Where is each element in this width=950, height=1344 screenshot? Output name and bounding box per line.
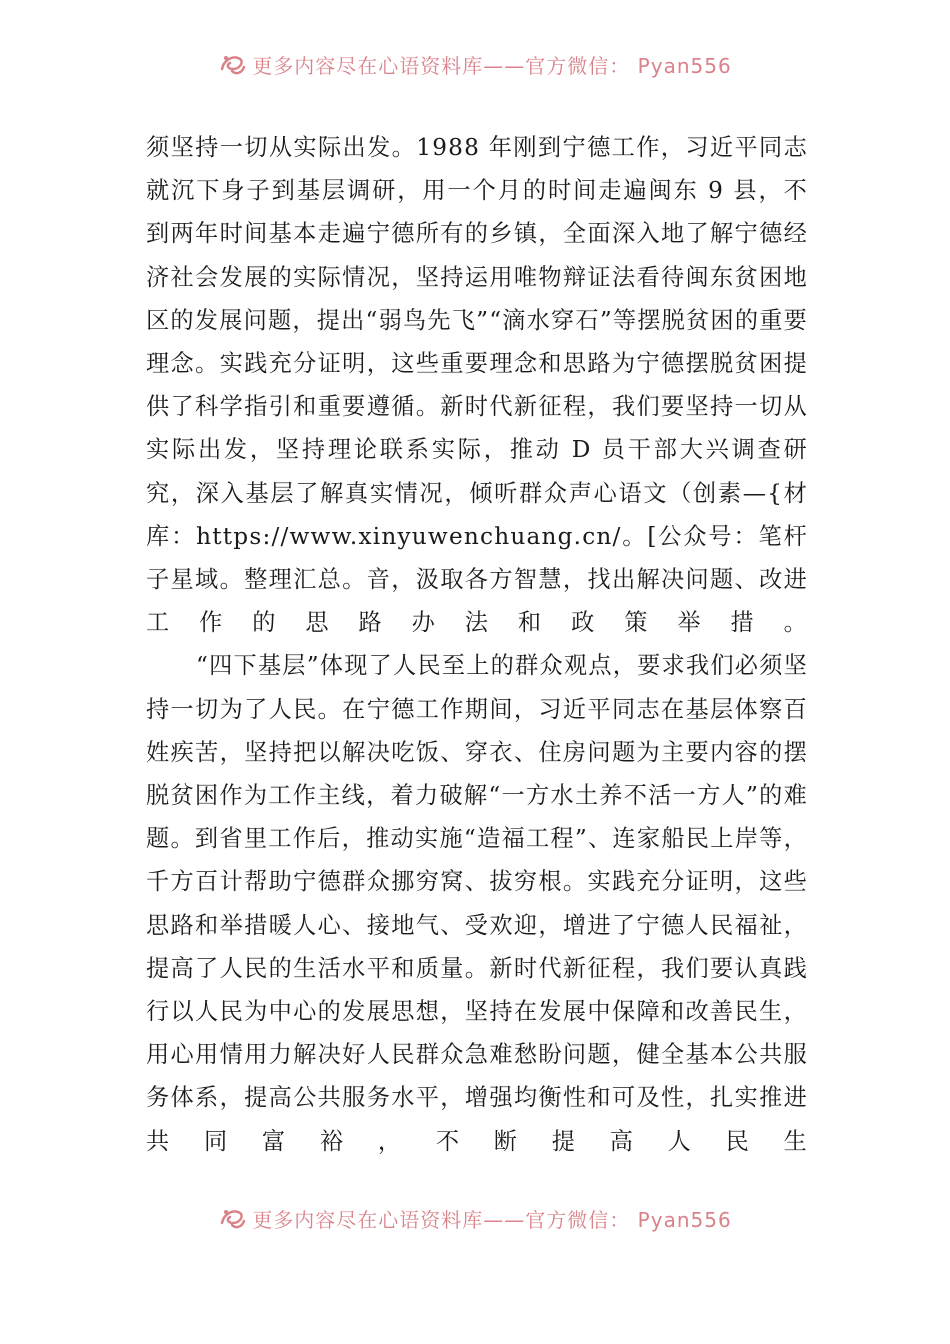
watermark-logo-icon	[218, 1204, 248, 1233]
paragraph-1: 须坚持一切从实际出发。1988 年刚到宁德工作，习近平同志就沉下身子到基层调研，用一个月的时间走遍闽东 9 县，不到两年时间基本走遍宁德所有的乡镇，全面深入地了解宁德经济社会发展的实际情况，坚持运用唯物辩证法看待闽东贫困地区的发展问题，提出“弱鸟先飞”“滴水穿石”等摆脱贫困的重要理念。实践充分证明，这些重要理念和思路为宁德摆脱贫困提供了科学指引和重要遵循。新时代新征程，我们要坚持一切从实际出发，坚持理论联系实际，推动 D 员干部大兴调查研究，深入基层了解真实情况，倾听群众声心语文（创素—{材库：https://www.xinyuwenchuang.cn/。[公众号：笔杆子星域。整理汇总。音，汲取各方智慧，找出解决问题、改进工作的思路办法和政策举措。	[146, 134, 808, 637]
watermark-text: 更多内容尽在心语资料库——官方微信： Pyan556	[252, 1207, 732, 1232]
watermark-text: 更多内容尽在心语资料库——官方微信： Pyan556	[252, 53, 732, 78]
paragraph-2: “四下基层”体现了人民至上的群众观点，要求我们必须坚持一切为了人民。在宁德工作期间，习近平同志在基层体察百姓疾苦，坚持把以解决吃饭、穿衣、住房问题为主要内容的摆脱贫困作为工作主线，着力破解“一方水土养不活一方人”的难题。到省里工作后，推动实施“造福工程”、连家船民上岸等，千方百计帮助宁德群众挪穷窝、拔穷根。实践充分证明，这些思路和举措暖人心、接地气、受欢迎，增进了宁德人民福祉，提高了人民的生活水平和质量。新时代新征程，我们要认真践行以人民为中心的发展思想，坚持在发展中保障和改善民生，用心用情用力解决好人民群众急难愁盼问题，健全基本公共服务体系，提高公共服务水平，增强均衡性和可及性，扎实推进共同富裕，不断提高人民生	[146, 652, 808, 1155]
header-watermark	[0, 50, 950, 90]
watermark-logo-icon	[218, 50, 248, 79]
document-body	[146, 126, 808, 1163]
footer-watermark	[0, 1204, 950, 1244]
